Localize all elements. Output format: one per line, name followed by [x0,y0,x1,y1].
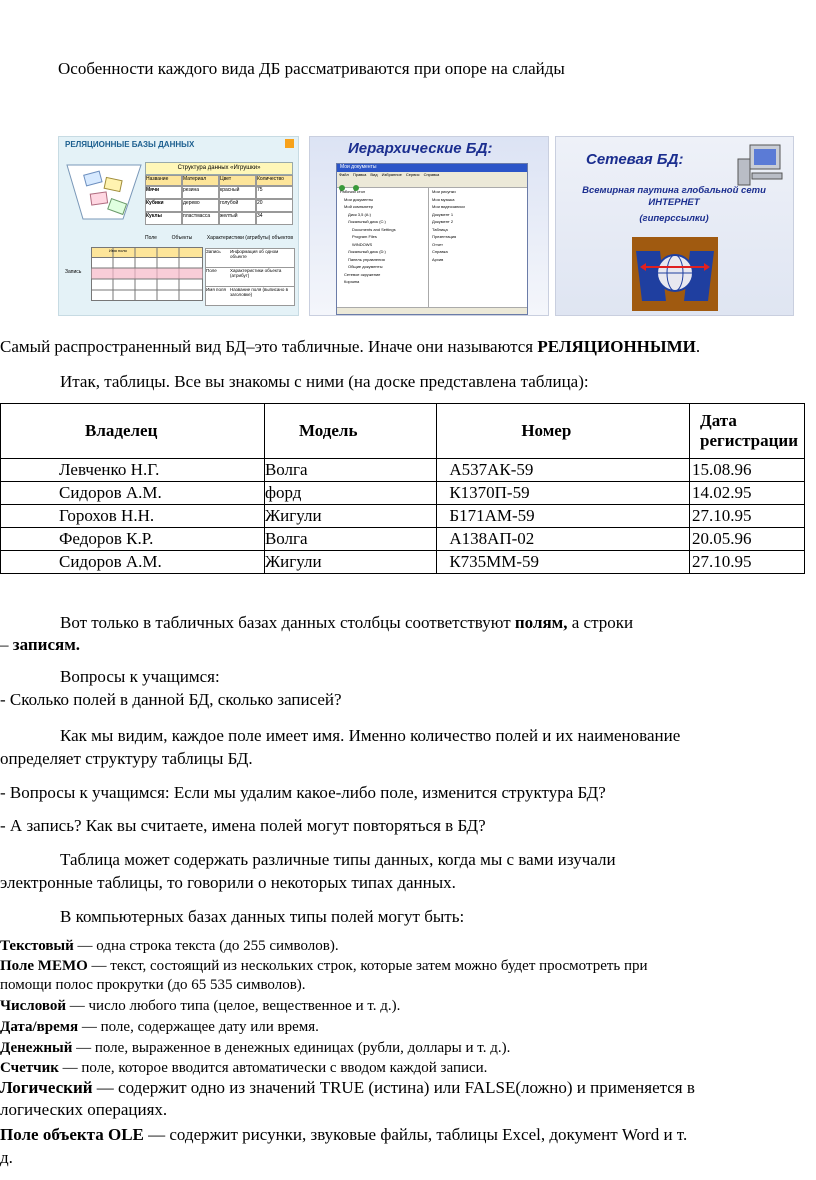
type-currency [0,1039,510,1058]
slide-title: РЕЛЯЦИОННЫЕ БАЗЫ ДАННЫХ [65,140,195,149]
type-term: Дата/время [0,1019,79,1035]
computer-icon [736,143,788,187]
table-cell: К735ММ-59 [437,551,690,574]
type-number [0,997,400,1016]
type-text [0,937,339,956]
toolbar [337,179,527,188]
tree-item[interactable]: Documents and Settings [352,226,396,232]
type-desc: — текст, состоящий из нескольких строк, которые затем можно будет просмотреть при [87,958,648,974]
paragraph-fields [60,612,633,634]
type-desc: — число любого типа (целое, вещественное и т. д.). [66,998,401,1014]
table-row [1,551,805,574]
table-cell: 15.08.96 [690,459,805,482]
paragraph-names: Как мы видим, каждое поле имеет имя. Именно количество полей и их наименование [60,726,681,745]
slide-relational [58,136,299,316]
type-desc: — поле, выраженное в денежных единицах (рубли, доллары и т. д.). [72,1040,511,1056]
label-field: Поле [145,235,157,241]
table-header-row [1,404,805,459]
structure-table [145,175,293,225]
network-line-2: ИНТЕРНЕТ [648,197,700,208]
type-term: Счетчик [0,1060,59,1076]
menu-item[interactable]: Сервис [405,172,420,177]
type-desc: — содержит одно из значений TRUE (истина) или FALSE(ложно) и применяется в [92,1078,695,1097]
bold-term: полям, [514,613,568,632]
internet-globe-icon [632,237,718,311]
slide-title: Иерархические БД: [348,140,493,157]
folder-tree [337,188,429,307]
table-cell: Волга [264,528,436,551]
column-header: Модель [264,404,436,459]
struct-cell: пластмасса [182,212,219,225]
type-logical-cont: логических операциях. [0,1100,168,1119]
question-3: - А запись? Как вы считаете, имена полей могут повторяться в БД? [0,816,486,835]
file-item[interactable]: Таблица [432,226,448,232]
struct-cell: Мячи [145,186,182,199]
file-list [429,188,527,307]
table-row [1,482,805,505]
question-1: - Сколько полей в данной БД, сколько записей? [0,690,342,709]
tree-item[interactable]: Сетевое окружение [344,271,381,277]
tree-item[interactable]: Program Files [352,234,377,239]
table-cell: 20.05.96 [690,528,805,551]
struct-cell: Кубики [145,199,182,212]
tree-item[interactable]: Мой компьютер [344,204,374,209]
tree-item[interactable]: WINDOWS [352,241,373,247]
table-cell: 14.02.95 [690,482,805,505]
table-cell: Волга [264,459,436,482]
slide-network [555,136,794,316]
paragraph-field-types: В компьютерных базах данных типы полей могут быть: [60,907,465,926]
label-record: Запись [65,269,82,275]
table-row [1,459,805,482]
tree-item[interactable]: Мои документы [344,196,374,202]
menu-bar [337,172,527,179]
type-desc: — поле, содержащее дату или время. [78,1019,319,1035]
def-text: Название поля (выписано в заголовке) [230,287,288,297]
struct-cell: красный [219,186,256,199]
menu-item[interactable]: Файл [339,172,349,177]
struct-header: Название [145,175,182,186]
label-objects: Объекты [171,235,193,241]
struct-cell: 20 [256,199,293,212]
network-line-3: (гиперссылки) [639,213,709,224]
table-cell: форд [264,482,436,505]
paragraph-types-cont: электронные таблицы, то говорили о некоторых типах данных. [0,873,456,892]
slide-hierarchical [309,136,549,316]
bold-term: РЕЛЯЦИОННЫМИ [537,337,696,356]
tree-item[interactable]: Локальный диск (C:) [348,219,386,224]
struct-cell: 34 [256,212,293,225]
file-item[interactable]: Документ 2 [432,219,454,224]
table-row [1,505,805,528]
struct-cell: голубой [219,199,256,212]
paragraph-names-cont: определяет структуру таблицы БД. [0,749,253,768]
table-cell: Левченко Н.Г. [1,459,265,482]
paragraph-relational [0,336,700,358]
type-term: Логический [0,1078,93,1097]
text: Вот только в табличных базах данных столбцы соответствуют [60,613,515,632]
window-title: Мои документы [337,164,527,172]
table-cell: Жигули [264,551,436,574]
empty-record-grid [91,247,203,301]
questions-heading: Вопросы к учащимся: [60,667,220,686]
table-cell: 27.10.95 [690,551,805,574]
tree-item[interactable]: Локальный диск (D:) [348,249,386,254]
toy-cards-illustration [63,161,145,223]
table-cell: Б171АМ-59 [437,505,690,528]
file-item[interactable]: Справка [432,249,448,254]
grid-header: Имя поля [109,248,127,253]
paragraph-tables: Итак, таблицы. Все вы знакомы с ними (на доске представлена таблица): [60,372,589,391]
type-term: Поле МЕМО [0,958,88,974]
explorer-window [336,163,528,315]
type-term: Текстовый [0,938,74,954]
type-ole [0,1124,687,1146]
type-term: Поле объекта OLE [0,1125,144,1144]
file-item[interactable]: Архив [432,256,444,262]
type-desc: — поле, которое вводится автоматически с вводом каждой записи. [58,1060,488,1076]
table-cell: Горохов Н.Н. [1,505,265,528]
menu-item[interactable]: Вид [370,172,378,177]
slide-title: Сетевая БД: [586,151,684,168]
table-cell: Жигули [264,505,436,528]
tree-item[interactable]: Панель управления [348,256,385,262]
type-ole-cont: д. [0,1148,13,1167]
struct-header: Материал [182,175,219,186]
type-term: Денежный [0,1040,73,1056]
type-logical [0,1077,695,1099]
close-icon [285,139,294,148]
column-header: Владелец [1,404,265,459]
type-memo [0,957,648,976]
menu-item[interactable]: Избранное [381,172,402,177]
text: а строки [567,613,634,632]
table-cell: 27.10.95 [690,505,805,528]
def-text: Характеристики объекта (атрибут) [230,268,282,278]
tree-item[interactable]: Диск 3,5 (A:) [348,211,371,217]
type-memo-cont [0,976,306,995]
type-desc: помощи полос прокрутки (до 65 535 символов). [0,977,306,993]
column-header: Дата регистрации [690,404,805,459]
menu-item[interactable]: Справка [423,172,440,177]
cars-table [0,403,805,574]
table-cell: А537АК-59 [437,459,690,482]
struct-cell: 75 [256,186,293,199]
bold-term: записям. [12,635,81,654]
tree-item[interactable]: Рабочий стол [340,189,366,194]
column-header: Номер [437,404,690,459]
paragraph-types: Таблица может содержать различные типы данных, когда мы с вами изучали [60,850,616,869]
type-datetime [0,1018,319,1037]
tree-item[interactable]: Корзина [344,279,360,284]
text: . [695,337,701,356]
file-item[interactable]: Отчет [432,241,443,247]
menu-item[interactable]: Правка [352,172,367,177]
type-term: Числовой [0,998,66,1014]
question-2: - Вопросы к учащимся: Если мы удалим какое-либо поле, изменится структура БД? [0,783,606,802]
def-text: Информация об одном объекте [230,249,279,259]
network-line-1: Всемирная паутина глобальной сети [582,185,766,196]
text: – [0,635,13,654]
def-term: Имя поля [206,287,226,292]
table-row [1,528,805,551]
file-item[interactable]: Документ 1 [432,211,454,217]
struct-header: Количество [256,175,293,186]
table-cell: Федоров К.Р. [1,528,265,551]
table-cell: Сидоров А.М. [1,482,265,505]
text: Самый распространенный вид БД–это табличные. Иначе они называются [0,337,538,356]
table-cell: Сидоров А.М. [1,551,265,574]
struct-cell: Куклы [145,212,182,225]
tree-item[interactable]: Общие документы [348,264,383,269]
struct-header: Цвет [219,175,256,186]
file-item[interactable]: Мои рисунки [432,189,456,194]
paragraph-fields-cont [0,634,80,656]
file-item[interactable]: Презентация [432,234,457,239]
struct-cell: дерево [182,199,219,212]
type-counter [0,1059,487,1078]
type-desc: — одна строка текста (до 255 символов). [73,938,339,954]
def-term: Запись [206,249,221,254]
struct-cell: желтый [219,212,256,225]
status-bar [337,307,527,314]
type-desc: — содержит рисунки, звуковые файлы, таблицы Excel, документ Word и т. [143,1125,688,1144]
file-item[interactable]: Мои видеозаписи [432,204,465,209]
table-cell: К1370П-59 [437,482,690,505]
file-item[interactable]: Моя музыка [432,196,455,202]
def-term: Поле [206,268,217,273]
intro-text: Особенности каждого вида ДБ рассматриваются при опоре на слайды [58,59,565,78]
structure-title: Структура данных «Игрушки» [145,162,293,175]
struct-cell: резина [182,186,219,199]
table-cell: А138АП-02 [437,528,690,551]
label-attributes: Характеристики (атрибуты) объектов [206,235,293,241]
